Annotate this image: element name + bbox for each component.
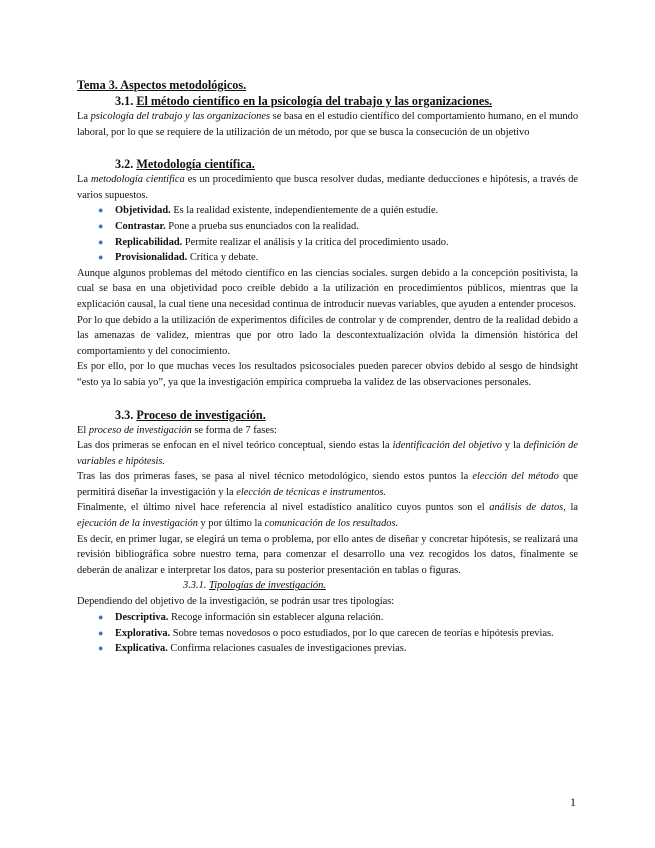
paragraph: Dependiendo del objetivo de la investigación, se podrán usar tres tipologías: xyxy=(77,596,395,608)
bullet-list xyxy=(77,203,578,265)
list-item: ● Descriptiva. Recoge información sin establecer alguna relación. xyxy=(77,610,578,626)
subsection-3-3-1-heading xyxy=(77,578,578,594)
paragraph: Aunque algunos problemas del método científico en las ciencias sociales. surgen debido a la concepción positivista, la cual se basa en una objetividad poco creíble debido a la utilización en procedimientos públicos, mientras que la explicación causal, la cual tiene una necesidad continua de introducir nuevas variables, que ayuden a entender procesos. xyxy=(77,267,578,310)
paragraph: Es decir, en primer lugar, se elegirá un tema o problema, por ello antes de diseñar y concretar hipótesis, se realizará una revisión bibliográfica sobre nuestro tema, para comenzar el desarrollo una vez recogidos los datos, finalmente se deberán de analizar e interpretar los datos, para su posterior presentación en tablas o figuras. xyxy=(77,533,578,576)
bullet-icon: ● xyxy=(98,220,104,231)
list-item: ● Explorativa. Sobre temas novedosos o poco estudiados, por lo que carecen de teorías e hipótesis previas. xyxy=(77,626,578,642)
bullet-icon: ● xyxy=(98,205,104,216)
paragraph: Finalmente, el último nivel hace referencia al nivel estadístico analítico cuyos puntos son el análisis de datos, la ejecución de la investigación y por último la comunicación de los resultados. xyxy=(77,502,578,530)
paragraph: Tras las dos primeras fases, se pasa al nivel técnico metodológico, siendo estos puntos la elección del método que permitirá diseñar la investigación y la elección de técnicas e instrumentos. xyxy=(77,471,578,498)
bullet-icon: ● xyxy=(98,627,104,638)
section-3-3-heading xyxy=(77,407,578,423)
page-number: 1 xyxy=(570,795,576,809)
list-item: ● Objetividad. Es la realidad existente, independientemente de a quién estudie. xyxy=(77,203,578,219)
subsection-number: 3.3.1. xyxy=(183,580,207,592)
list-item: ● Explicativa. Confirma relaciones casuales de investigaciones previas. xyxy=(77,641,578,657)
subsection-title: Tipologías de investigación. xyxy=(209,580,326,592)
paragraph: Las dos primeras se enfocan en el nivel teórico conceptual, siendo estas la identificación del objetivo y la definición de variables e hipótesis. xyxy=(77,440,578,467)
bullet-icon: ● xyxy=(98,252,104,263)
paragraph: Es por ello, por lo que muchas veces los resultados psicosociales pueden parecer obvios debido al sesgo de hindsight “esto ya lo sabía yo”, ya que la investigación empírica comprueba la validez de las observaciones personales. xyxy=(77,361,578,388)
section-title: Metodología científica. xyxy=(136,157,255,172)
section-number: 3.2. xyxy=(115,157,134,172)
document-title: Tema 3. Aspectos metodológicos. xyxy=(77,78,247,92)
section-number: 3.1. xyxy=(115,94,134,108)
section-3-1-heading xyxy=(77,93,578,109)
list-item: ● Contrastar. Pone a prueba sus enunciados con la realidad. xyxy=(77,219,578,235)
section-title: El método científico en la psicología del trabajo y las organizaciones. xyxy=(136,94,493,108)
bullet-icon: ● xyxy=(98,612,104,623)
bullet-icon: ● xyxy=(98,236,104,247)
bullet-list xyxy=(77,610,578,657)
bullet-icon: ● xyxy=(98,643,104,654)
paragraph: El proceso de investigación se forma de 7 fases: xyxy=(77,424,277,436)
section-3-2-heading xyxy=(77,156,578,172)
paragraph: Por lo que debido a la utilización de experimentos difíciles de controlar y de comprender, dentro de la realidad debido a las amenazas de validez, mientras que por otro lado la descontextualización olvida la dimensión histórica del comportamiento y del conocimiento. xyxy=(77,314,578,357)
section-title: Proceso de investigación. xyxy=(136,407,266,422)
paragraph: La metodología científica es un procedimiento que busca resolver dudas, mediante deducciones e hipótesis, a través de varios supuestos. xyxy=(77,174,578,201)
list-item: ● Replicabilidad. Permite realizar el análisis y la crítica del procedimiento usado. xyxy=(77,235,578,251)
paragraph: La psicología del trabajo y las organizaciones se basa en el estudio científico del comportamiento humano, en el mundo laboral, por lo que se requiere de la utilización de un método, por que se busca la consecución de un objetivo xyxy=(77,111,579,138)
list-item: ● Provisionalidad. Crítica y debate. xyxy=(77,250,578,266)
document-page xyxy=(77,78,578,657)
section-number: 3.3. xyxy=(115,407,134,422)
